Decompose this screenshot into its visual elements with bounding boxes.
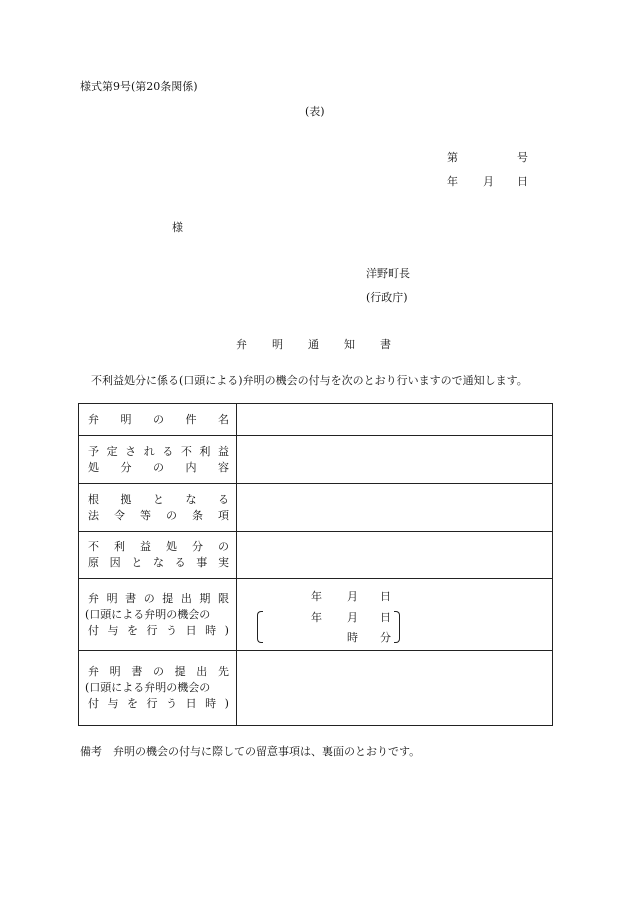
label-char: う [166, 623, 178, 637]
label-line [79, 664, 236, 680]
side-indicator: (表) [305, 105, 325, 118]
date-day: 日 [517, 175, 528, 188]
label-char: 不 [180, 444, 192, 458]
label-char: う [166, 697, 178, 710]
table-row [79, 484, 553, 532]
label-char: 項 [218, 508, 229, 522]
row-label [79, 579, 237, 651]
document-title [236, 339, 416, 350]
deadline-day: 日 [380, 590, 391, 603]
label-char: の [152, 665, 164, 678]
row-value [237, 404, 553, 436]
label-char: 事 [196, 556, 208, 569]
label-char: 法 [88, 508, 99, 522]
label-char: れ [143, 444, 155, 458]
label-char: の [218, 540, 229, 553]
label-char: 日 [185, 697, 197, 710]
label-char: 処 [166, 540, 177, 553]
label-char: の [153, 412, 164, 426]
label-char: 出 [196, 665, 208, 678]
label-char: 限 [217, 591, 229, 605]
hearing-hour: 時 [347, 631, 358, 644]
row-label [79, 484, 237, 532]
title-char: 書 [380, 338, 391, 351]
recipient-honorific: 様 [172, 221, 183, 234]
row-value [237, 436, 553, 484]
label-char: 明 [109, 665, 121, 678]
row-value [237, 651, 553, 726]
label-char: る [218, 492, 229, 506]
document-date-line [447, 175, 528, 188]
number-prefix: 第 [447, 151, 458, 164]
document-number-line [447, 151, 528, 164]
label-char: 書 [131, 665, 143, 678]
table-row [79, 651, 553, 726]
label-char: 因 [109, 556, 121, 569]
number-suffix: 号 [517, 151, 528, 164]
label-char: ) [224, 697, 229, 710]
label-char: 原 [88, 556, 99, 569]
label-char: 件 [185, 412, 197, 426]
label-line [79, 539, 236, 555]
label-char: る [162, 444, 174, 458]
label-char: 不 [88, 540, 99, 553]
right-bracket [394, 611, 400, 643]
label-char: 与 [107, 697, 119, 710]
label-char: 益 [217, 444, 229, 458]
label-char: 令 [114, 508, 125, 522]
label-line [79, 508, 236, 524]
row-label [79, 436, 237, 484]
label-char: 明 [120, 412, 132, 426]
label-char: 条 [192, 508, 203, 522]
label-line [79, 680, 236, 696]
label-char: 出 [180, 591, 192, 605]
table-row [79, 436, 553, 484]
label-char: な [185, 492, 197, 506]
label-char: 付 [88, 697, 99, 710]
label-char: 分 [120, 460, 132, 474]
table-row [79, 404, 553, 436]
remarks-note: 備考 弁明の機会の付与に際しての留意事項は、裏面のとおりです。 [80, 745, 421, 758]
deadline-month: 月 [347, 590, 358, 603]
label-char: 書 [125, 591, 137, 605]
label-char: 根 [88, 492, 99, 506]
hearing-year: 年 [311, 611, 322, 624]
label-char: (口頭による弁明の機会の [85, 607, 211, 621]
label-char: 日 [185, 623, 197, 637]
label-char: さ [125, 444, 137, 458]
label-char: と [131, 556, 143, 569]
title-char: 明 [272, 338, 283, 351]
label-char: 提 [162, 591, 174, 605]
label-char: 利 [114, 540, 125, 553]
label-char: 利 [199, 444, 211, 458]
left-bracket [257, 611, 263, 643]
label-char: 行 [146, 697, 158, 710]
label-char: 拠 [120, 492, 132, 506]
table-row [79, 532, 553, 579]
label-char: の [153, 460, 164, 474]
label-line [79, 555, 236, 571]
label-char: 実 [217, 556, 229, 569]
deadline-value [237, 579, 553, 651]
row-value [237, 532, 553, 579]
label-char: 時 [205, 623, 217, 637]
title-char: 通 [308, 338, 319, 351]
label-char: 内 [185, 460, 197, 474]
form-number: 様式第9号(第20条関係) [80, 80, 198, 93]
date-year: 年 [447, 175, 458, 188]
label-char: を [127, 623, 139, 637]
label-char: な [152, 556, 164, 569]
label-char: の [143, 591, 155, 605]
label-char: 付 [88, 623, 99, 637]
label-char: 定 [106, 444, 118, 458]
label-line [79, 444, 236, 460]
hearing-minute: 分 [380, 631, 391, 644]
label-line [79, 460, 236, 476]
label-char: ) [224, 623, 229, 637]
label-char: 弁 [88, 665, 99, 678]
label-char: 与 [107, 623, 119, 637]
label-char: の [166, 508, 177, 522]
label-char: 先 [217, 665, 229, 678]
label-char: 弁 [88, 591, 99, 605]
label-char: 予 [88, 444, 99, 458]
row-label [79, 651, 237, 726]
row-label [79, 404, 237, 436]
label-line [79, 696, 236, 712]
issuer-agency: (行政庁) [366, 291, 408, 304]
date-month: 月 [483, 175, 494, 188]
hearing-month: 月 [347, 611, 358, 624]
deadline-year: 年 [311, 590, 322, 603]
label-char: 提 [174, 665, 186, 678]
notice-table [78, 403, 553, 726]
label-char: を [127, 697, 139, 710]
issuer-name: 洋野町長 [366, 267, 410, 280]
label-line [79, 623, 236, 639]
label-char: (口頭による弁明の機会の [85, 681, 211, 694]
label-char: 明 [106, 591, 118, 605]
hearing-day: 日 [380, 611, 391, 624]
label-char: 期 [199, 591, 211, 605]
row-value [237, 484, 553, 532]
title-char: 知 [344, 338, 355, 351]
label-char: 名 [218, 412, 229, 426]
label-line [79, 607, 236, 623]
label-line [79, 412, 236, 428]
intro-text: 不利益処分に係る(口頭による)弁明の機会の付与を次のとおり行いますので通知します。 [91, 374, 528, 387]
label-char: 益 [140, 540, 151, 553]
label-char: 等 [140, 508, 151, 522]
label-char: 弁 [88, 412, 99, 426]
row-label [79, 532, 237, 579]
label-line [79, 492, 236, 508]
label-char: 分 [192, 540, 203, 553]
table-row [79, 579, 553, 651]
label-char: 容 [218, 460, 229, 474]
label-char: と [153, 492, 164, 506]
label-char: 処 [88, 460, 99, 474]
label-char: る [174, 556, 186, 569]
label-char: 時 [205, 697, 217, 710]
title-char: 弁 [236, 338, 247, 351]
label-line [79, 591, 236, 607]
label-char: 行 [146, 623, 158, 637]
